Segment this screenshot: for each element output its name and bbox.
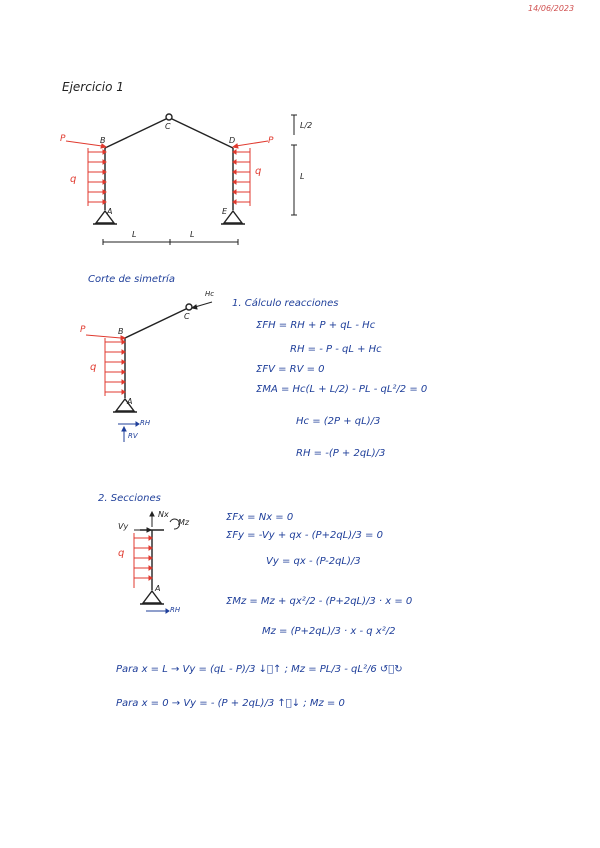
load-label-q-left: q [70, 174, 77, 185]
step2-eq3: Vy = qx - (P-2qL)/3 [266, 556, 361, 567]
half-node-b: B [118, 327, 124, 336]
node-label-c: C [165, 122, 171, 131]
exercise-title: Ejercicio 1 [62, 80, 124, 94]
nx-label: Nx [158, 510, 169, 519]
step2-eq2: ΣFy = -Vy + qx - (P+2qL)/3 = 0 [226, 530, 383, 541]
load-label-q-right: q [255, 166, 262, 177]
step1-eq6: RH = -(P + 2qL)/3 [296, 448, 386, 459]
node-label-d: D [229, 136, 236, 145]
hinge-C [166, 114, 172, 120]
result-line-x-0: Para x = 0 → Vy = - (P + 2qL)/3 ↑⃞↓ ; Mz = 0 [116, 698, 345, 709]
step1-heading: 1. Cálculo reacciones [232, 298, 339, 309]
step1-eq4: ΣMA = Hc(L + L/2) - PL - qL²/2 = 0 [256, 384, 428, 395]
step1-eq1: ΣFH = RH + P + qL - Hc [256, 320, 376, 331]
step1-eq3: ΣFV = RV = 0 [256, 364, 325, 375]
rv-label: RV [128, 432, 138, 440]
rafter-CD [170, 118, 236, 148]
hc-label: Hc [205, 290, 215, 298]
section-node-a: A [155, 584, 161, 593]
node-label-e: E [222, 207, 228, 216]
step2-eq5: Mz = (P+2qL)/3 · x - q x²/2 [262, 626, 396, 637]
half-load-p: P [80, 325, 86, 335]
rafter-BC [105, 118, 168, 148]
dim-label-bottom-left: L [132, 230, 137, 239]
section-load-q: q [118, 548, 125, 559]
node-label-b: B [100, 136, 106, 145]
half-node-a: A [127, 397, 133, 406]
vy-label: Vy [118, 522, 129, 531]
section-rh-label: RH [170, 606, 181, 614]
half-node-c: C [184, 312, 190, 321]
half-load-q: q [90, 362, 97, 373]
page-date: 14/06/2023 [528, 4, 575, 13]
mz-label: Mz [178, 518, 190, 527]
half-structure [113, 304, 192, 412]
dim-label-side: L [300, 172, 305, 181]
step1-eq2: RH = - P - qL + Hc [290, 344, 382, 355]
load-label-p-right: P [268, 136, 274, 146]
dim-label-top: L/2 [300, 121, 313, 130]
step2-eq4: ΣMz = Mz + qx²/2 - (P+2qL)/3 · x = 0 [226, 596, 413, 607]
result-line-x-l: Para x = L → Vy = (qL - P)/3 ↓⃞↑ ; Mz = PL/3 - qL²/6 ↺⃞↻ [116, 664, 403, 675]
dim-label-bottom-right: L [190, 230, 195, 239]
node-label-a: A [107, 207, 113, 216]
step1-eq5: Hc = (2P + qL)/3 [296, 416, 381, 427]
step2-eq1: ΣFx = Nx = 0 [226, 512, 294, 523]
distributed-load-right [233, 141, 268, 206]
step2-heading: 2. Secciones [98, 493, 161, 504]
section-heading: Corte de simetría [88, 274, 175, 285]
load-label-p-left: P [60, 134, 66, 144]
hc-arrow [192, 302, 212, 309]
rh-label: RH [140, 419, 151, 427]
section-forces [134, 512, 180, 532]
section-distributed-load [134, 533, 152, 588]
